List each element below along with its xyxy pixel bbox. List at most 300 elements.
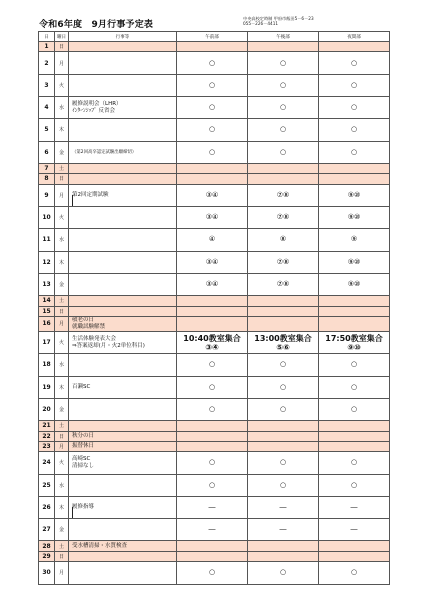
session-am-cell [177,229,248,251]
session-value: ③④ [205,213,219,222]
session-pm-cell [248,141,319,163]
weekday-cell: 月 [55,562,69,584]
session-pm-cell [248,119,319,141]
event-text: ｲﾝﾀｰﾝｼｯﾌﾟ 反省会 [72,107,115,114]
session-am-cell [177,42,248,52]
event-cell [69,474,177,496]
weekday-cell: 土 [55,296,69,306]
session-value: ⑨⑩ [347,257,361,266]
session-value: ④ [208,235,216,244]
day-cell: 20 [39,398,55,420]
table-row [39,306,390,316]
session-value: 10:40教室集合 [183,333,241,343]
session-value: ○ [208,382,216,391]
session-value: ⑨ [350,235,358,244]
schedule-table [38,31,390,585]
session-value: ○ [208,147,216,156]
session-value: ○ [350,382,358,391]
session-value: ⑦⑧ [276,213,290,222]
table-row [39,398,390,420]
session-pm-cell [248,74,319,96]
session-am-cell [177,119,248,141]
event-cell [69,306,177,316]
session-night-cell [319,519,390,541]
session-value: ○ [279,103,287,112]
session-value: ○ [350,404,358,413]
session-value: ③④ [205,190,219,199]
table-row [39,296,390,306]
header-row [39,32,390,42]
session-pm-cell [248,519,319,541]
session-value: ― [279,525,287,534]
event-text: 生活体験発表大会 [72,335,117,342]
session-pm-cell [248,354,319,376]
session-am-cell [177,331,248,353]
session-pm-cell [248,316,319,331]
weekday-cell: 日 [55,551,69,561]
day-cell: 2 [39,52,55,74]
session-night-cell [319,229,390,251]
session-value: ⑨⑩ [347,342,361,352]
session-pm-cell [248,421,319,431]
session-am-cell [177,316,248,331]
table-row [39,441,390,451]
session-am-cell [177,452,248,474]
weekday-cell: 火 [55,452,69,474]
weekday-cell: 日 [55,42,69,52]
event-cell [69,421,177,431]
table-row [39,74,390,96]
session-night-cell [319,141,390,163]
weekday-cell: 土 [55,421,69,431]
table-row [39,354,390,376]
session-value: ⑦⑧ [276,279,290,288]
day-cell: 17 [39,331,55,353]
day-cell: 12 [39,251,55,273]
event-cell [69,354,177,376]
session-value: ⑦⑧ [276,257,290,266]
session-value: 13:00教室集合 [254,333,312,343]
table-row [39,174,390,184]
session-value: ○ [350,80,358,89]
session-value: ○ [208,404,216,413]
header-weekday: 曜日 [55,32,69,42]
table-row [39,163,390,173]
session-am-cell [177,251,248,273]
session-value: ○ [208,103,216,112]
session-value: ○ [350,103,358,112]
day-cell: 30 [39,562,55,584]
session-am-cell [177,398,248,420]
session-value: ○ [208,58,216,67]
event-text: 受水槽清掃・水質検査 [72,542,128,549]
weekday-cell: 月 [55,184,69,206]
session-pm-cell [248,52,319,74]
session-night-cell [319,474,390,496]
session-am-cell [177,174,248,184]
session-night-cell [319,119,390,141]
event-text: 百瀬SC [72,383,91,390]
event-text: （第2回高卒認定試験出願締切） [72,149,137,155]
session-am-cell [177,496,248,518]
session-value: ― [208,503,216,512]
school-phone: 055－226－4411 [243,21,279,27]
session-pm-cell [248,229,319,251]
session-value: ⑨⑩ [347,190,361,199]
event-cell [69,74,177,96]
event-cell [69,331,177,353]
session-am-cell [177,184,248,206]
session-pm-cell [248,441,319,451]
day-cell: 3 [39,74,55,96]
event-cell [69,441,177,451]
session-am-cell [177,376,248,398]
event-text: 就職試験解禁 [72,323,106,330]
session-value: ⑦⑧ [276,190,290,199]
schedule-body [39,42,390,585]
table-row [39,376,390,398]
session-pm-cell [248,42,319,52]
weekday-cell: 火 [55,74,69,96]
session-night-cell [319,206,390,228]
session-value: ③④ [205,342,219,352]
table-row [39,316,390,331]
session-value: ○ [350,568,358,577]
event-cell [69,163,177,173]
event-cell [69,519,177,541]
session-night-cell [319,52,390,74]
event-cell [69,229,177,251]
session-value: ○ [208,458,216,467]
day-cell: 13 [39,273,55,295]
weekday-cell: 水 [55,474,69,496]
day-cell: 4 [39,96,55,118]
session-night-cell [319,398,390,420]
session-pm-cell [248,273,319,295]
table-row [39,519,390,541]
event-cell [69,431,177,441]
day-cell: 1 [39,42,55,52]
session-am-cell [177,354,248,376]
session-am-cell [177,96,248,118]
event-cell [69,296,177,306]
session-pm-cell [248,174,319,184]
session-value: ③④ [205,257,219,266]
day-cell: 29 [39,551,55,561]
session-value: ― [208,525,216,534]
session-pm-cell [248,474,319,496]
session-value: ○ [208,568,216,577]
day-cell: 23 [39,441,55,451]
table-row [39,251,390,273]
session-value: ○ [279,568,287,577]
session-value: ○ [350,480,358,489]
header-events: 行事等 [69,32,177,42]
day-cell: 28 [39,541,55,551]
session-night-cell [319,296,390,306]
session-night-cell [319,496,390,518]
session-value: ○ [279,480,287,489]
weekday-cell: 水 [55,96,69,118]
event-cell [69,141,177,163]
session-night-cell [319,551,390,561]
session-pm-cell [248,163,319,173]
session-value: ○ [208,360,216,369]
session-value: ③④ [205,279,219,288]
weekday-cell: 月 [55,316,69,331]
session-pm-cell [248,251,319,273]
session-night-cell [319,562,390,584]
session-value: 17:50教室集合 [325,333,383,343]
weekday-cell: 水 [55,354,69,376]
event-cell [69,551,177,561]
session-night-cell [319,441,390,451]
table-row [39,141,390,163]
weekday-cell: 水 [55,229,69,251]
table-row [39,229,390,251]
session-pm-cell [248,452,319,474]
session-value: ○ [350,147,358,156]
session-night-cell [319,273,390,295]
day-cell: 16 [39,316,55,331]
event-text: 高崎SC [72,455,91,462]
session-night-cell [319,354,390,376]
session-am-cell [177,551,248,561]
session-pm-cell [248,331,319,353]
weekday-cell: 土 [55,163,69,173]
session-value: ○ [279,80,287,89]
event-cell [69,562,177,584]
school-address: 中央高校定時制 甲府市飯田5－6－23 [243,16,314,21]
session-value: ○ [208,125,216,134]
session-pm-cell [248,541,319,551]
session-value: ○ [279,58,287,67]
event-cell [69,184,177,206]
session-value: ○ [350,360,358,369]
weekday-cell: 日 [55,306,69,316]
session-am-cell [177,541,248,551]
session-value: ○ [279,458,287,467]
session-night-cell [319,376,390,398]
session-night-cell [319,74,390,96]
day-cell: 27 [39,519,55,541]
table-row [39,562,390,584]
event-text: 清掃なし [72,462,95,469]
session-value: ○ [279,404,287,413]
session-night-cell [319,163,390,173]
event-cell [69,174,177,184]
table-row [39,431,390,441]
event-text: 振替休日 [72,443,95,450]
session-value: ○ [208,80,216,89]
event-cell [69,398,177,420]
session-value: ○ [350,458,358,467]
session-am-cell [177,296,248,306]
session-pm-cell [248,296,319,306]
event-cell [69,376,177,398]
session-am-cell [177,474,248,496]
session-pm-cell [248,306,319,316]
day-cell: 6 [39,141,55,163]
table-row [39,273,390,295]
weekday-cell: 木 [55,496,69,518]
weekday-cell: 土 [55,541,69,551]
header-night: 夜間部 [319,32,390,42]
session-value: ○ [279,382,287,391]
table-row [39,551,390,561]
day-cell: 9 [39,184,55,206]
weekday-cell: 日 [55,174,69,184]
table-row [39,96,390,118]
day-cell: 8 [39,174,55,184]
continuation-arrow-icon [72,507,73,519]
table-row [39,119,390,141]
weekday-cell: 金 [55,398,69,420]
table-row [39,206,390,228]
session-pm-cell [248,431,319,441]
weekday-cell: 月 [55,441,69,451]
day-cell: 7 [39,163,55,173]
session-am-cell [177,431,248,441]
event-cell [69,452,177,474]
session-night-cell [319,316,390,331]
event-cell [69,541,177,551]
weekday-cell: 金 [55,519,69,541]
session-value: ○ [279,147,287,156]
session-value: ⑨⑩ [347,213,361,222]
header-afternoon: 午後部 [248,32,319,42]
session-value: ○ [208,480,216,489]
day-cell: 14 [39,296,55,306]
day-cell: 11 [39,229,55,251]
session-night-cell [319,251,390,273]
event-cell [69,52,177,74]
session-value: ○ [279,125,287,134]
event-text: 履修指導 [72,504,95,511]
table-row [39,452,390,474]
table-row [39,331,390,353]
table-row [39,474,390,496]
table-row [39,52,390,74]
session-am-cell [177,441,248,451]
session-night-cell [319,96,390,118]
day-cell: 10 [39,206,55,228]
session-value: ― [350,503,358,512]
event-text: 秋分の日 [72,432,95,439]
session-night-cell [319,452,390,474]
weekday-cell: 木 [55,119,69,141]
session-am-cell [177,74,248,96]
session-night-cell [319,541,390,551]
weekday-cell: 火 [55,206,69,228]
day-cell: 19 [39,376,55,398]
session-value: ⑤⑥ [276,342,290,352]
weekday-cell: 月 [55,52,69,74]
session-pm-cell [248,96,319,118]
day-cell: 15 [39,306,55,316]
event-cell [69,42,177,52]
header-day: 日 [39,32,55,42]
session-pm-cell [248,562,319,584]
session-am-cell [177,519,248,541]
session-am-cell [177,562,248,584]
session-pm-cell [248,206,319,228]
weekday-cell: 木 [55,251,69,273]
weekday-cell: 金 [55,141,69,163]
session-night-cell [319,174,390,184]
event-cell [69,206,177,228]
session-am-cell [177,141,248,163]
session-am-cell [177,306,248,316]
session-am-cell [177,273,248,295]
event-cell [69,316,177,331]
day-cell: 26 [39,496,55,518]
day-cell: 5 [39,119,55,141]
day-cell: 24 [39,452,55,474]
session-night-cell [319,306,390,316]
session-am-cell [177,52,248,74]
event-cell [69,273,177,295]
session-night-cell [319,431,390,441]
weekday-cell: 日 [55,431,69,441]
event-text: 敬老の日 [72,316,95,323]
session-night-cell [319,42,390,52]
day-cell: 18 [39,354,55,376]
session-value: ⑨⑩ [347,279,361,288]
session-value: ○ [350,58,358,67]
day-cell: 25 [39,474,55,496]
event-cell [69,251,177,273]
session-value: ○ [279,360,287,369]
session-night-cell [319,184,390,206]
session-pm-cell [248,496,319,518]
table-row [39,421,390,431]
session-night-cell [319,421,390,431]
session-am-cell [177,163,248,173]
session-value: ― [279,503,287,512]
session-pm-cell [248,398,319,420]
weekday-cell: 木 [55,376,69,398]
session-pm-cell [248,376,319,398]
event-cell [69,96,177,118]
session-pm-cell [248,551,319,561]
session-value: ⑧ [279,235,287,244]
session-value: ○ [350,125,358,134]
session-night-cell [319,331,390,353]
event-text: 第2回定期試験 [72,191,109,198]
table-row [39,42,390,52]
table-row [39,541,390,551]
weekday-cell: 火 [55,331,69,353]
page-title: 令和6年度 9月行事予定表 [39,20,154,30]
event-cell [69,496,177,518]
table-row [39,496,390,518]
day-cell: 22 [39,431,55,441]
weekday-cell: 金 [55,273,69,295]
event-text: ⇒答案返却(月・火2単位科目) [72,342,145,349]
session-value: ― [350,525,358,534]
day-cell: 21 [39,421,55,431]
session-am-cell [177,206,248,228]
event-text: 履修説明会（LHR） [72,100,122,107]
session-pm-cell [248,184,319,206]
school-info [243,16,314,26]
table-row [39,184,390,206]
session-am-cell [177,421,248,431]
continuation-arrow-icon [72,195,73,207]
event-cell [69,119,177,141]
header-morning: 午前部 [177,32,248,42]
